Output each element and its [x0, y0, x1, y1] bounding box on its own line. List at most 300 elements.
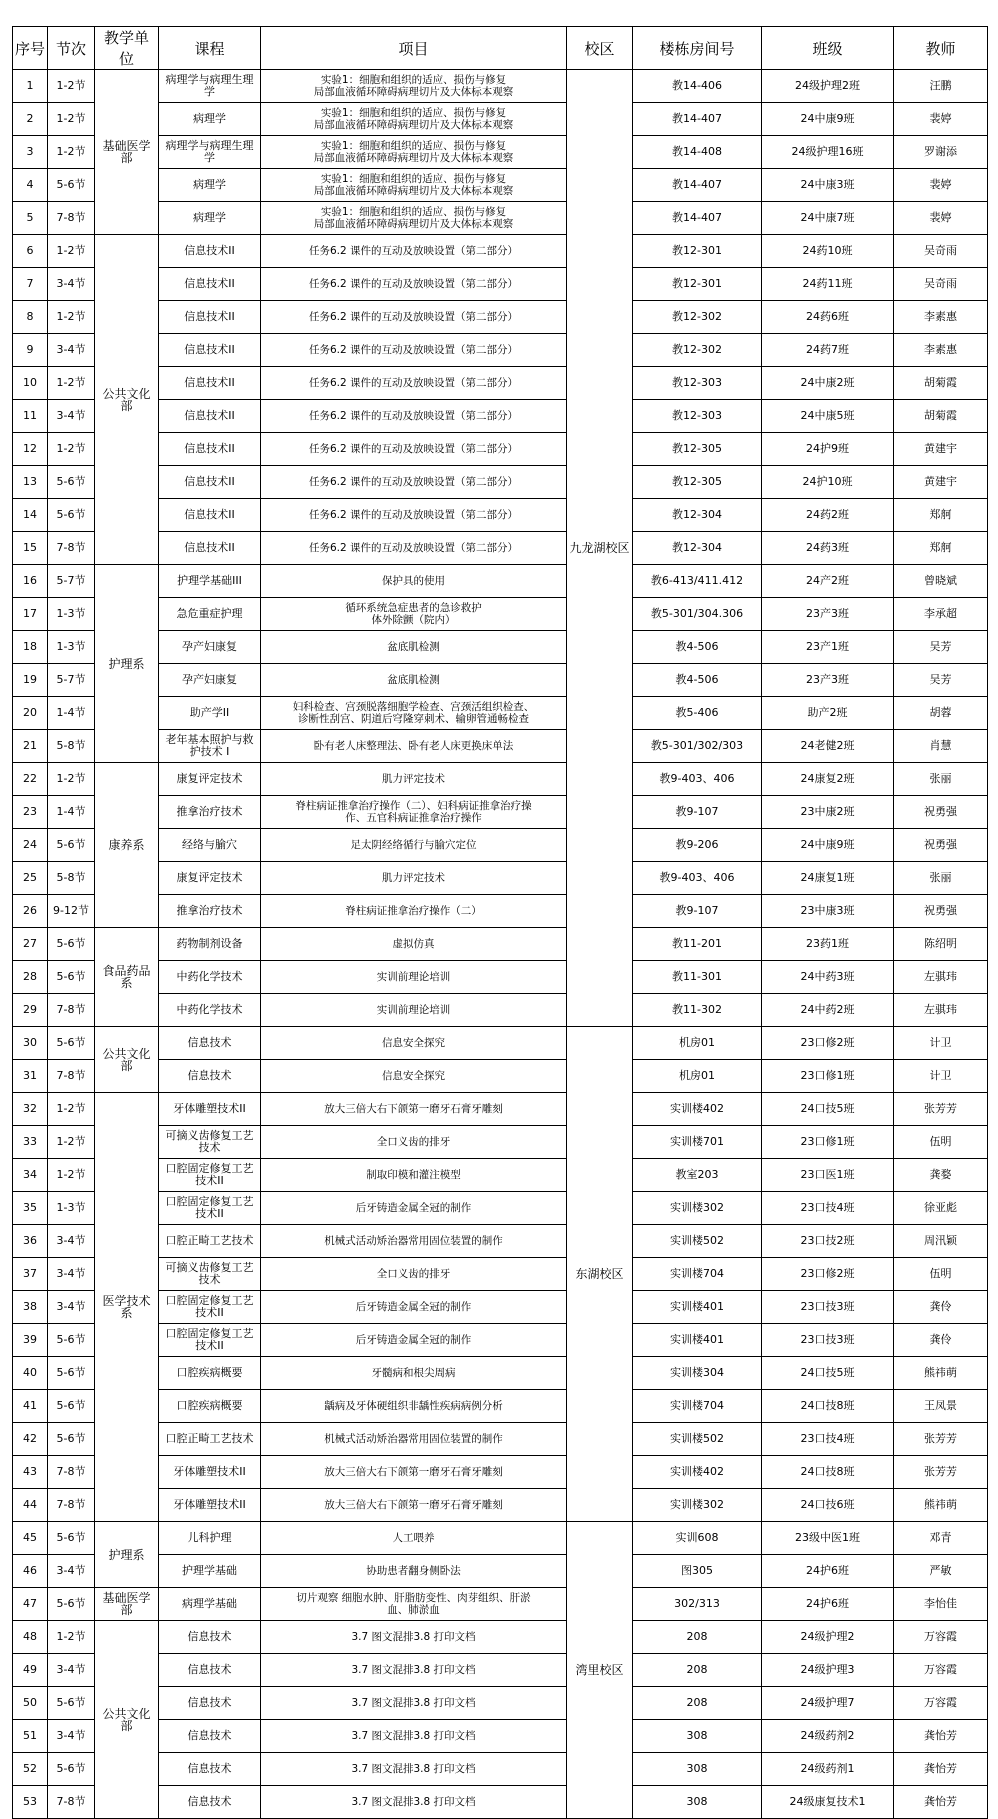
row-class: 24护6班 — [762, 1588, 894, 1621]
row-course: 信息技术II — [159, 235, 261, 268]
row-room: 教9-107 — [633, 895, 762, 928]
table-row — [13, 994, 988, 1027]
row-no: 20 — [13, 697, 48, 730]
row-room: 教14-407 — [633, 202, 762, 235]
row-item: 实训前理论培训 — [261, 961, 567, 994]
table-row — [13, 895, 988, 928]
table-row — [13, 268, 988, 301]
row-session: 3-4节 — [48, 1555, 95, 1588]
row-item: 脊柱病证推拿治疗操作（二）、妇科病证推拿治疗操 作、五官科病证推拿治疗操作 — [261, 796, 567, 829]
row-class: 24级护理2班 — [762, 70, 894, 103]
row-session: 5-6节 — [48, 1522, 95, 1555]
row-course: 口腔固定修复工艺技术II — [159, 1159, 261, 1192]
row-item: 放大三倍大右下颌第一磨牙石膏牙雕刻 — [261, 1093, 567, 1126]
row-course: 病理学 — [159, 202, 261, 235]
row-room: 教5-301/304.306 — [633, 598, 762, 631]
row-session: 5-6节 — [48, 1588, 95, 1621]
table-row — [13, 1456, 988, 1489]
row-course: 助产学II — [159, 697, 261, 730]
row-no: 27 — [13, 928, 48, 961]
row-course: 药物制剂设备 — [159, 928, 261, 961]
table-row — [13, 1225, 988, 1258]
row-teacher: 龚怡芳 — [894, 1720, 988, 1753]
row-teacher: 祝勇强 — [894, 796, 988, 829]
row-teacher: 李素惠 — [894, 301, 988, 334]
row-session: 5-6节 — [48, 829, 95, 862]
table-row — [13, 1423, 988, 1456]
row-item: 全口义齿的排牙 — [261, 1126, 567, 1159]
table-row — [13, 532, 988, 565]
row-item: 信息安全探究 — [261, 1027, 567, 1060]
row-class: 24级护理3 — [762, 1654, 894, 1687]
row-no: 10 — [13, 367, 48, 400]
row-course: 康复评定技术 — [159, 763, 261, 796]
row-no: 30 — [13, 1027, 48, 1060]
row-class: 23药1班 — [762, 928, 894, 961]
table-row — [13, 433, 988, 466]
header-dept: 教学单位 — [95, 27, 159, 70]
row-teacher: 张芳芳 — [894, 1093, 988, 1126]
row-item: 放大三倍大右下颌第一磨牙石膏牙雕刻 — [261, 1489, 567, 1522]
row-course: 病理学与病理生理学 — [159, 70, 261, 103]
row-teacher: 计卫 — [894, 1060, 988, 1093]
row-class: 24级护理7 — [762, 1687, 894, 1720]
table-row — [13, 70, 988, 103]
row-teacher: 熊祎萌 — [894, 1357, 988, 1390]
row-item: 实验1：细胞和组织的适应、损伤与修复 局部血液循环障碍病理切片及大体标本观察 — [261, 103, 567, 136]
row-no: 2 — [13, 103, 48, 136]
table-row — [13, 1687, 988, 1720]
table-row — [13, 202, 988, 235]
row-no: 51 — [13, 1720, 48, 1753]
row-class: 23口技4班 — [762, 1192, 894, 1225]
row-course: 口腔固定修复工艺技术II — [159, 1324, 261, 1357]
row-teacher: 周汛颖 — [894, 1225, 988, 1258]
row-room: 教11-301 — [633, 961, 762, 994]
row-teacher: 裴婷 — [894, 169, 988, 202]
row-teacher: 黄建宇 — [894, 433, 988, 466]
row-room: 302/313 — [633, 1588, 762, 1621]
table-row — [13, 1654, 988, 1687]
table-row — [13, 169, 988, 202]
row-course: 信息技术II — [159, 433, 261, 466]
row-item: 任务6.2 课件的互动及放映设置（第二部分） — [261, 334, 567, 367]
row-course: 可摘义齿修复工艺技术 — [159, 1126, 261, 1159]
row-session: 5-7节 — [48, 664, 95, 697]
row-teacher: 龚伶 — [894, 1291, 988, 1324]
row-class: 24药11班 — [762, 268, 894, 301]
row-teacher: 万容霞 — [894, 1621, 988, 1654]
row-teacher: 李承超 — [894, 598, 988, 631]
row-room: 实训楼302 — [633, 1192, 762, 1225]
row-room: 实训608 — [633, 1522, 762, 1555]
row-class: 24级康复技术1 — [762, 1786, 894, 1819]
row-class: 24口技5班 — [762, 1093, 894, 1126]
row-no: 43 — [13, 1456, 48, 1489]
row-dept: 公共文化部 — [95, 1027, 159, 1093]
row-course: 孕产妇康复 — [159, 664, 261, 697]
row-teacher: 吴芳 — [894, 664, 988, 697]
table-row — [13, 928, 988, 961]
row-item: 实验1：细胞和组织的适应、损伤与修复 局部血液循环障碍病理切片及大体标本观察 — [261, 202, 567, 235]
row-session: 5-6节 — [48, 1390, 95, 1423]
row-teacher: 郑舸 — [894, 499, 988, 532]
table-row — [13, 1753, 988, 1786]
row-session: 1-4节 — [48, 796, 95, 829]
row-teacher: 计卫 — [894, 1027, 988, 1060]
row-no: 29 — [13, 994, 48, 1027]
row-no: 53 — [13, 1786, 48, 1819]
row-teacher: 左骐玮 — [894, 961, 988, 994]
row-course: 中药化学技术 — [159, 994, 261, 1027]
header-teacher: 教师 — [894, 27, 988, 70]
row-item: 任务6.2 课件的互动及放映设置（第二部分） — [261, 433, 567, 466]
row-session: 7-8节 — [48, 1060, 95, 1093]
row-room: 教室203 — [633, 1159, 762, 1192]
row-teacher: 张丽 — [894, 763, 988, 796]
row-teacher: 罗谢添 — [894, 136, 988, 169]
row-class: 23级中医1班 — [762, 1522, 894, 1555]
row-session: 5-6节 — [48, 1753, 95, 1786]
row-item: 卧有老人床整理法、卧有老人床更换床单法 — [261, 730, 567, 763]
row-session: 5-6节 — [48, 1027, 95, 1060]
row-no: 23 — [13, 796, 48, 829]
row-class: 24康复2班 — [762, 763, 894, 796]
row-session: 1-2节 — [48, 136, 95, 169]
table-row — [13, 1786, 988, 1819]
row-no: 19 — [13, 664, 48, 697]
row-no: 16 — [13, 565, 48, 598]
table-row — [13, 1489, 988, 1522]
row-session: 3-4节 — [48, 1225, 95, 1258]
row-room: 教5-301/302/303 — [633, 730, 762, 763]
row-no: 36 — [13, 1225, 48, 1258]
row-dept: 医学技术系 — [95, 1093, 159, 1522]
table-row — [13, 1093, 988, 1126]
row-class: 24老健2班 — [762, 730, 894, 763]
row-no: 11 — [13, 400, 48, 433]
row-course: 口腔固定修复工艺技术II — [159, 1192, 261, 1225]
row-item: 实验1：细胞和组织的适应、损伤与修复 局部血液循环障碍病理切片及大体标本观察 — [261, 169, 567, 202]
row-teacher: 李素惠 — [894, 334, 988, 367]
row-teacher: 龚伶 — [894, 1324, 988, 1357]
row-teacher: 肖慧 — [894, 730, 988, 763]
row-course: 信息技术 — [159, 1753, 261, 1786]
row-session: 1-2节 — [48, 103, 95, 136]
row-teacher: 龚怡芳 — [894, 1786, 988, 1819]
table-row — [13, 1060, 988, 1093]
row-course: 口腔固定修复工艺技术II — [159, 1291, 261, 1324]
row-course: 护理学基础 — [159, 1555, 261, 1588]
row-class: 23中康3班 — [762, 895, 894, 928]
row-teacher: 祝勇强 — [894, 895, 988, 928]
row-no: 38 — [13, 1291, 48, 1324]
row-item: 协助患者翻身侧卧法 — [261, 1555, 567, 1588]
row-class: 24中康2班 — [762, 367, 894, 400]
row-no: 13 — [13, 466, 48, 499]
row-no: 8 — [13, 301, 48, 334]
table-row — [13, 664, 988, 697]
row-no: 15 — [13, 532, 48, 565]
row-course: 信息技术II — [159, 334, 261, 367]
row-item: 盆底肌检测 — [261, 631, 567, 664]
table-row — [13, 730, 988, 763]
row-no: 32 — [13, 1093, 48, 1126]
row-no: 25 — [13, 862, 48, 895]
row-course: 信息技术II — [159, 367, 261, 400]
row-course: 口腔疾病概要 — [159, 1357, 261, 1390]
row-item: 实训前理论培训 — [261, 994, 567, 1027]
row-course: 经络与腧穴 — [159, 829, 261, 862]
row-room: 教12-304 — [633, 499, 762, 532]
table-row — [13, 565, 988, 598]
row-teacher: 黄建宇 — [894, 466, 988, 499]
row-item: 3.7 图文混排3.8 打印文档 — [261, 1687, 567, 1720]
row-campus: 九龙湖校区 — [567, 70, 633, 1027]
row-course: 中药化学技术 — [159, 961, 261, 994]
row-class: 24护6班 — [762, 1555, 894, 1588]
header-item: 项目 — [261, 27, 567, 70]
row-no: 50 — [13, 1687, 48, 1720]
row-class: 23口修2班 — [762, 1027, 894, 1060]
row-session: 5-8节 — [48, 862, 95, 895]
row-room: 教5-406 — [633, 697, 762, 730]
row-dept: 食品药品系 — [95, 928, 159, 1027]
table-row — [13, 631, 988, 664]
row-dept: 康养系 — [95, 763, 159, 928]
row-item: 虚拟仿真 — [261, 928, 567, 961]
row-class: 24级护理2 — [762, 1621, 894, 1654]
row-room: 308 — [633, 1720, 762, 1753]
row-room: 实训楼704 — [633, 1258, 762, 1291]
table-row — [13, 334, 988, 367]
row-teacher: 裴婷 — [894, 103, 988, 136]
row-teacher: 伍明 — [894, 1126, 988, 1159]
row-item: 足太阴经络循行与腧穴定位 — [261, 829, 567, 862]
row-item: 任务6.2 课件的互动及放映设置（第二部分） — [261, 400, 567, 433]
row-course: 信息技术II — [159, 268, 261, 301]
row-session: 1-2节 — [48, 1093, 95, 1126]
row-session: 1-2节 — [48, 1159, 95, 1192]
row-class: 24级药剂2 — [762, 1720, 894, 1753]
row-teacher: 张丽 — [894, 862, 988, 895]
row-class: 23口技3班 — [762, 1291, 894, 1324]
row-room: 教12-303 — [633, 400, 762, 433]
table-row — [13, 829, 988, 862]
row-teacher: 龚怡芳 — [894, 1753, 988, 1786]
header-course: 课程 — [159, 27, 261, 70]
row-teacher: 王凤景 — [894, 1390, 988, 1423]
row-item: 脊柱病证推拿治疗操作（二） — [261, 895, 567, 928]
row-no: 35 — [13, 1192, 48, 1225]
row-no: 12 — [13, 433, 48, 466]
table-row — [13, 1192, 988, 1225]
row-item: 盆底肌检测 — [261, 664, 567, 697]
row-course: 推拿治疗技术 — [159, 796, 261, 829]
row-dept: 公共文化部 — [95, 1621, 159, 1819]
row-class: 24级护理16班 — [762, 136, 894, 169]
row-teacher: 祝勇强 — [894, 829, 988, 862]
row-item: 实验1：细胞和组织的适应、损伤与修复 局部血液循环障碍病理切片及大体标本观察 — [261, 70, 567, 103]
row-no: 49 — [13, 1654, 48, 1687]
row-class: 24护9班 — [762, 433, 894, 466]
row-course: 老年基本照护与救护技术 I — [159, 730, 261, 763]
row-room: 308 — [633, 1786, 762, 1819]
row-course: 信息技术 — [159, 1621, 261, 1654]
row-course: 病理学基础 — [159, 1588, 261, 1621]
row-course: 信息技术 — [159, 1060, 261, 1093]
row-room: 实训楼701 — [633, 1126, 762, 1159]
row-item: 制取印模和灌注模型 — [261, 1159, 567, 1192]
row-teacher: 吴奇雨 — [894, 235, 988, 268]
row-room: 教12-304 — [633, 532, 762, 565]
row-no: 37 — [13, 1258, 48, 1291]
row-no: 39 — [13, 1324, 48, 1357]
row-room: 实训楼704 — [633, 1390, 762, 1423]
row-no: 22 — [13, 763, 48, 796]
row-session: 3-4节 — [48, 1654, 95, 1687]
row-room: 教12-305 — [633, 433, 762, 466]
row-room: 教4-506 — [633, 631, 762, 664]
row-dept: 基础医学部 — [95, 1588, 159, 1621]
row-room: 教12-303 — [633, 367, 762, 400]
row-no: 26 — [13, 895, 48, 928]
row-teacher: 胡蓉 — [894, 697, 988, 730]
header-row — [13, 27, 988, 70]
table-row — [13, 763, 988, 796]
row-no: 17 — [13, 598, 48, 631]
row-class: 24中康7班 — [762, 202, 894, 235]
row-session: 7-8节 — [48, 1786, 95, 1819]
row-dept: 护理系 — [95, 1522, 159, 1588]
row-class: 23产3班 — [762, 598, 894, 631]
row-no: 5 — [13, 202, 48, 235]
row-class: 23口修1班 — [762, 1126, 894, 1159]
row-room: 教14-407 — [633, 169, 762, 202]
table-row — [13, 1126, 988, 1159]
row-class: 24中康3班 — [762, 169, 894, 202]
row-room: 教12-301 — [633, 235, 762, 268]
row-course: 病理学 — [159, 103, 261, 136]
row-session: 1-2节 — [48, 1621, 95, 1654]
row-item: 机械式活动矫治器常用固位装置的制作 — [261, 1225, 567, 1258]
table-row — [13, 400, 988, 433]
row-no: 18 — [13, 631, 48, 664]
row-item: 机械式活动矫治器常用固位装置的制作 — [261, 1423, 567, 1456]
row-item: 3.7 图文混排3.8 打印文档 — [261, 1654, 567, 1687]
row-room: 教12-301 — [633, 268, 762, 301]
table-row — [13, 466, 988, 499]
row-item: 后牙铸造金属全冠的制作 — [261, 1291, 567, 1324]
row-item: 任务6.2 课件的互动及放映设置（第二部分） — [261, 268, 567, 301]
row-item: 任务6.2 课件的互动及放映设置（第二部分） — [261, 532, 567, 565]
row-teacher: 邓青 — [894, 1522, 988, 1555]
row-session: 5-7节 — [48, 565, 95, 598]
row-no: 14 — [13, 499, 48, 532]
row-teacher: 张芳芳 — [894, 1423, 988, 1456]
row-room: 208 — [633, 1621, 762, 1654]
table-row — [13, 697, 988, 730]
row-item: 任务6.2 课件的互动及放映设置（第二部分） — [261, 235, 567, 268]
row-class: 24口技6班 — [762, 1489, 894, 1522]
header-session: 节次 — [48, 27, 95, 70]
table-row — [13, 103, 988, 136]
row-item: 放大三倍大右下颌第一磨牙石膏牙雕刻 — [261, 1456, 567, 1489]
row-teacher: 吴奇雨 — [894, 268, 988, 301]
row-class: 24口技5班 — [762, 1357, 894, 1390]
header-room: 楼栋房间号 — [633, 27, 762, 70]
table-row — [13, 1291, 988, 1324]
row-class: 24口技8班 — [762, 1390, 894, 1423]
row-course: 急危重症护理 — [159, 598, 261, 631]
table-row — [13, 1324, 988, 1357]
row-room: 机房01 — [633, 1027, 762, 1060]
row-session: 1-2节 — [48, 70, 95, 103]
row-no: 28 — [13, 961, 48, 994]
row-session: 5-6节 — [48, 466, 95, 499]
row-session: 7-8节 — [48, 1489, 95, 1522]
row-room: 教14-407 — [633, 103, 762, 136]
row-session: 5-6节 — [48, 1423, 95, 1456]
row-room: 教9-107 — [633, 796, 762, 829]
row-class: 24中药2班 — [762, 994, 894, 1027]
row-course: 病理学 — [159, 169, 261, 202]
row-session: 7-8节 — [48, 1456, 95, 1489]
row-item: 切片观察 细胞水肿、肝脂肪变性、肉芽组织、肝淤 血、肺淤血 — [261, 1588, 567, 1621]
row-no: 4 — [13, 169, 48, 202]
row-session: 7-8节 — [48, 202, 95, 235]
schedule-table — [12, 26, 988, 1819]
row-item: 龋病及牙体硬组织非龋性疾病病例分析 — [261, 1390, 567, 1423]
row-class: 24中康9班 — [762, 829, 894, 862]
table-row — [13, 367, 988, 400]
row-room: 教14-406 — [633, 70, 762, 103]
row-item: 3.7 图文混排3.8 打印文档 — [261, 1786, 567, 1819]
row-class: 24级药剂1 — [762, 1753, 894, 1786]
row-session: 3-4节 — [48, 1720, 95, 1753]
row-room: 教12-302 — [633, 334, 762, 367]
row-no: 45 — [13, 1522, 48, 1555]
row-teacher: 陈绍明 — [894, 928, 988, 961]
row-room: 教11-201 — [633, 928, 762, 961]
row-course: 牙体雕塑技术II — [159, 1456, 261, 1489]
row-item: 肌力评定技术 — [261, 862, 567, 895]
row-session: 5-8节 — [48, 730, 95, 763]
row-room: 图305 — [633, 1555, 762, 1588]
row-no: 46 — [13, 1555, 48, 1588]
row-class: 24药7班 — [762, 334, 894, 367]
row-teacher: 熊祎萌 — [894, 1489, 988, 1522]
row-campus: 湾里校区 — [567, 1522, 633, 1819]
row-teacher: 龚婺 — [894, 1159, 988, 1192]
row-room: 实训楼402 — [633, 1093, 762, 1126]
row-item: 全口义齿的排牙 — [261, 1258, 567, 1291]
row-room: 教11-302 — [633, 994, 762, 1027]
row-class: 23口技2班 — [762, 1225, 894, 1258]
row-course: 口腔疾病概要 — [159, 1390, 261, 1423]
row-item: 后牙铸造金属全冠的制作 — [261, 1192, 567, 1225]
row-teacher: 严敏 — [894, 1555, 988, 1588]
row-no: 44 — [13, 1489, 48, 1522]
row-item: 任务6.2 课件的互动及放映设置（第二部分） — [261, 499, 567, 532]
row-session: 1-3节 — [48, 1192, 95, 1225]
row-class: 23口医1班 — [762, 1159, 894, 1192]
row-class: 23口技4班 — [762, 1423, 894, 1456]
row-teacher: 裴婷 — [894, 202, 988, 235]
row-session: 1-2节 — [48, 763, 95, 796]
row-course: 牙体雕塑技术II — [159, 1093, 261, 1126]
row-class: 24药2班 — [762, 499, 894, 532]
